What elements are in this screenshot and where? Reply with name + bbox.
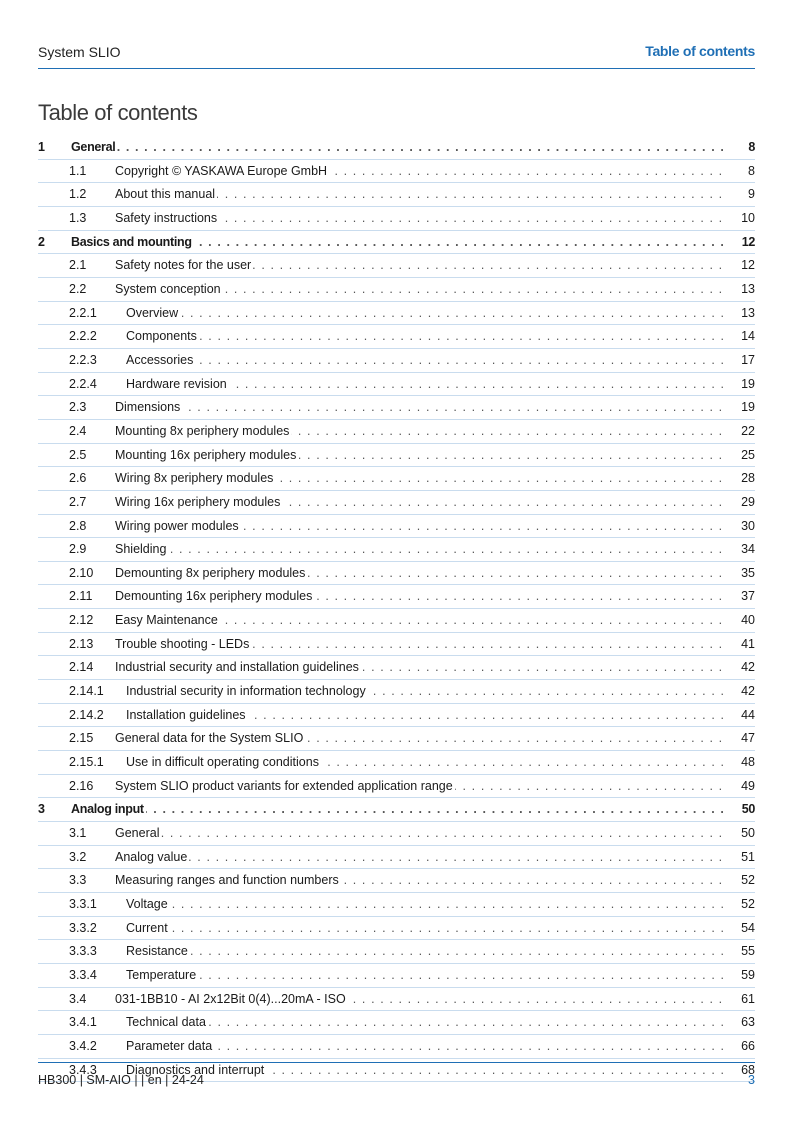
toc-entry-label-wrap	[115, 585, 725, 608]
header-section-title: Table of contents	[645, 43, 755, 59]
toc-entry-number: 3.4.1	[69, 1015, 97, 1030]
toc-entry-number: 3.3.1	[69, 897, 97, 911]
toc-entry-number: 2	[38, 234, 45, 249]
toc-entry[interactable]	[38, 160, 755, 184]
toc-entry-label: Analog value	[115, 849, 188, 864]
toc-entry-label: Installation guidelines	[126, 707, 246, 722]
toc-entry-label-wrap	[126, 1011, 725, 1034]
toc-entry-number: 2.12	[69, 613, 94, 628]
toc-entry-label-wrap	[115, 633, 725, 656]
toc-entry-number: 1.1	[69, 163, 87, 178]
toc-entry[interactable]	[38, 396, 755, 420]
toc-entry[interactable]	[38, 325, 755, 349]
toc-entry[interactable]	[38, 231, 755, 255]
toc-entry[interactable]	[38, 1011, 755, 1035]
toc-entry-page: 63	[741, 1015, 755, 1030]
toc-entry-page: 8	[748, 140, 755, 154]
toc-entry[interactable]	[38, 633, 755, 657]
toc-entry[interactable]	[38, 254, 755, 278]
toc-entry[interactable]	[38, 822, 755, 846]
toc-entry-number: 3.2	[69, 849, 87, 864]
toc-entry-label: Accessories	[126, 352, 194, 367]
toc-entry-label-wrap	[126, 349, 725, 372]
toc-entry[interactable]	[38, 207, 755, 231]
toc-entry-number: 2.7	[69, 494, 87, 509]
toc-entry-label: System conception	[115, 281, 221, 296]
toc-entry[interactable]	[38, 136, 755, 160]
toc-entry-label: Parameter data	[126, 1038, 213, 1053]
toc-entry[interactable]	[38, 562, 755, 586]
toc-entry-label-wrap	[115, 444, 725, 467]
toc-entry-label: Basics and mounting	[71, 234, 192, 249]
toc-entry-label: Diagnostics and interrupt	[126, 1062, 265, 1077]
toc-entry-number: 2.2.4	[69, 376, 97, 391]
toc-list	[38, 136, 755, 1082]
toc-entry-label-wrap	[115, 396, 725, 419]
toc-entry-label-wrap	[115, 846, 725, 869]
toc-entry-label: Wiring power modules	[115, 518, 239, 533]
toc-entry-number: 3	[38, 802, 45, 817]
toc-entry-label-wrap	[115, 491, 725, 514]
toc-entry-label-wrap	[126, 940, 725, 963]
toc-entry-label: Industrial security and installation guidelines	[115, 660, 359, 675]
toc-entry-label-wrap	[126, 302, 725, 325]
toc-entry-label-wrap	[71, 136, 725, 159]
toc-entry-page: 25	[741, 447, 755, 462]
toc-entry-label-wrap	[115, 538, 725, 561]
toc-entry-label-wrap	[126, 373, 725, 396]
toc-entry-label: Components	[126, 329, 197, 344]
toc-entry-label-wrap	[115, 467, 725, 490]
toc-entry-page: 40	[741, 613, 755, 628]
toc-entry[interactable]	[38, 869, 755, 893]
toc-entry-label-wrap	[115, 254, 725, 277]
toc-entry-label: Resistance	[126, 944, 188, 959]
toc-entry-label: System SLIO product variants for extended application range	[115, 778, 453, 793]
toc-entry-page: 12	[741, 234, 755, 249]
toc-entry-page: 17	[741, 352, 755, 367]
toc-entry-label: Mounting 16x periphery modules	[115, 447, 297, 462]
toc-entry[interactable]	[38, 704, 755, 728]
toc-entry-page: 41	[741, 636, 755, 651]
toc-entry-number: 1.3	[69, 210, 87, 225]
toc-entry-page: 50	[741, 826, 755, 841]
toc-entry-page: 47	[741, 731, 755, 746]
toc-entry-page: 34	[741, 542, 755, 557]
toc-entry-page: 61	[741, 991, 755, 1006]
toc-entry[interactable]	[38, 515, 755, 539]
toc-entry-label-wrap	[126, 1035, 725, 1058]
toc-entry-label: Demounting 16x periphery modules	[115, 589, 313, 604]
toc-entry-label-wrap	[115, 562, 725, 585]
toc-entry-label: Temperature	[126, 967, 197, 982]
toc-entry-label: Overview	[126, 305, 179, 320]
toc-entry-number: 2.14	[69, 660, 94, 675]
page-title: Table of contents	[38, 100, 198, 125]
toc-entry-page: 13	[741, 281, 755, 296]
toc-entry-label-wrap	[126, 751, 725, 774]
toc-entry-number: 3.1	[69, 826, 87, 841]
toc-entry-label: Wiring 16x periphery modules	[115, 494, 281, 509]
toc-entry-label: Copyright © YASKAWA Europe GmbH	[115, 163, 328, 178]
toc-entry-page: 29	[741, 494, 755, 509]
toc-entry-page: 13	[741, 305, 755, 320]
toc-entry-label: Current	[126, 920, 168, 935]
toc-entry-label: Safety instructions	[115, 210, 218, 225]
toc-entry-page: 55	[741, 944, 755, 959]
toc-entry-number: 3.4.3	[69, 1062, 97, 1077]
toc-entry-label: Easy Maintenance	[115, 613, 218, 628]
toc-entry[interactable]	[38, 278, 755, 302]
page-footer	[38, 1062, 755, 1093]
toc-entry-number: 1	[38, 140, 45, 154]
toc-entry-page: 52	[741, 897, 755, 911]
toc-entry-number: 2.14.2	[69, 707, 104, 722]
toc-entry[interactable]	[38, 585, 755, 609]
toc-entry-label: Trouble shooting - LEDs	[115, 636, 250, 651]
toc-entry-label-wrap	[71, 798, 725, 821]
toc-entry-number: 2.2.1	[69, 305, 97, 320]
toc-entry-page: 42	[741, 684, 755, 699]
toc-entry-label: Safety notes for the user	[115, 258, 252, 273]
toc-entry-number: 2.14.1	[69, 684, 104, 699]
toc-entry-page: 12	[741, 258, 755, 273]
toc-entry[interactable]	[38, 491, 755, 515]
toc-entry-page: 59	[741, 967, 755, 982]
toc-entry-page: 22	[741, 423, 755, 438]
toc-entry-label: General data for the System SLIO	[115, 731, 304, 746]
toc-entry-label-wrap	[115, 420, 725, 443]
toc-entry-page: 19	[741, 400, 755, 415]
toc-entry-number: 3.3.4	[69, 967, 97, 982]
toc-entry-number: 2.6	[69, 471, 87, 486]
toc-entry[interactable]	[38, 538, 755, 562]
toc-entry[interactable]	[38, 964, 755, 988]
toc-entry-page: 48	[741, 755, 755, 770]
page-header	[38, 40, 755, 69]
toc-entry[interactable]	[38, 420, 755, 444]
toc-entry-number: 2.1	[69, 258, 87, 273]
toc-entry[interactable]	[38, 467, 755, 491]
toc-entry[interactable]	[38, 349, 755, 373]
toc-entry-label-wrap	[115, 278, 725, 301]
toc-entry-label-wrap	[115, 160, 725, 183]
toc-entry[interactable]	[38, 798, 755, 822]
toc-entry-page: 37	[741, 589, 755, 604]
toc-entry-number: 3.3	[69, 873, 87, 888]
toc-entry[interactable]	[38, 680, 755, 704]
toc-entry-label-wrap	[115, 775, 725, 798]
toc-entry-page: 10	[741, 210, 755, 225]
toc-entry-number: 2.10	[69, 565, 94, 580]
toc-entry-page: 35	[741, 565, 755, 580]
toc-entry-label: Analog input	[71, 802, 144, 817]
toc-entry-label: Shielding	[115, 542, 167, 557]
toc-entry-label-wrap	[126, 680, 725, 703]
toc-entry-number: 2.15	[69, 731, 94, 746]
toc-entry-label: Industrial security in information technology	[126, 684, 366, 699]
toc-entry-label-wrap	[126, 325, 725, 348]
toc-entry-label: Measuring ranges and function numbers	[115, 873, 339, 888]
toc-entry[interactable]	[38, 775, 755, 799]
toc-entry-number: 2.16	[69, 778, 94, 793]
toc-entry-page: 30	[741, 518, 755, 533]
toc-entry[interactable]	[38, 302, 755, 326]
toc-entry[interactable]	[38, 988, 755, 1012]
toc-entry-number: 2.2.3	[69, 352, 97, 367]
toc-entry-page: 66	[741, 1038, 755, 1053]
toc-entry-page: 42	[741, 660, 755, 675]
toc-entry-label: General	[115, 826, 160, 841]
toc-entry[interactable]	[38, 1035, 755, 1059]
toc-entry-label-wrap	[115, 869, 725, 892]
toc-entry-label-wrap	[115, 822, 725, 845]
toc-entry-number: 3.4.2	[69, 1038, 97, 1053]
toc-entry-page: 51	[741, 849, 755, 864]
toc-entry-number: 2.13	[69, 636, 94, 651]
toc-entry-label-wrap	[115, 727, 725, 750]
toc-entry-label: About this manual	[115, 187, 216, 202]
toc-entry-label: General	[71, 140, 116, 154]
toc-entry-label-wrap	[115, 207, 725, 230]
toc-entry[interactable]	[38, 727, 755, 751]
toc-entry[interactable]	[38, 373, 755, 397]
toc-entry[interactable]	[38, 444, 755, 468]
toc-entry-label-wrap	[126, 917, 725, 940]
toc-entry-label-wrap	[115, 515, 725, 538]
toc-entry[interactable]	[38, 940, 755, 964]
toc-entry-label-wrap	[126, 893, 725, 916]
toc-entry-number: 3.4	[69, 991, 87, 1006]
toc-entry-label-wrap	[115, 656, 725, 679]
toc-entry-number: 2.9	[69, 542, 87, 557]
toc-entry-label: Hardware revision	[126, 376, 227, 391]
toc-entry-page: 19	[741, 376, 755, 391]
toc-entry-page: 49	[741, 778, 755, 793]
toc-entry-label-wrap	[126, 964, 725, 987]
toc-entry-number: 2.5	[69, 447, 87, 462]
toc-entry-page: 50	[741, 802, 755, 817]
toc-entry[interactable]	[38, 656, 755, 680]
toc-entry-page: 44	[741, 707, 755, 722]
toc-entry-label: Dimensions	[115, 400, 181, 415]
toc-entry[interactable]	[38, 893, 755, 917]
toc-entry-number: 3.3.3	[69, 944, 97, 959]
toc-entry-label: 031-1BB10 - AI 2x12Bit 0(4)...20mA - ISO	[115, 991, 346, 1006]
toc-entry-label: Voltage	[126, 897, 168, 911]
toc-entry[interactable]	[38, 751, 755, 775]
toc-entry-label-wrap	[115, 988, 725, 1011]
toc-entry-page: 14	[741, 329, 755, 344]
toc-entry-label: Wiring 8x periphery modules	[115, 471, 274, 486]
toc-entry-label-wrap	[126, 704, 725, 727]
toc-entry-label-wrap	[71, 231, 725, 254]
toc-entry[interactable]	[38, 917, 755, 941]
toc-entry-page: 8	[748, 163, 755, 178]
toc-entry-number: 1.2	[69, 187, 87, 202]
toc-entry-label-wrap	[115, 183, 725, 206]
toc-entry-page: 68	[741, 1062, 755, 1077]
header-manual-title: System SLIO	[38, 44, 121, 60]
toc-entry[interactable]	[38, 183, 755, 207]
toc-entry-page: 52	[741, 873, 755, 888]
toc-entry[interactable]	[38, 846, 755, 870]
toc-entry-page: 54	[741, 920, 755, 935]
toc-entry-number: 2.8	[69, 518, 87, 533]
toc-entry-number: 2.15.1	[69, 755, 104, 770]
toc-entry-page: 28	[741, 471, 755, 486]
toc-entry-number: 2.4	[69, 423, 87, 438]
toc-entry-number: 2.2	[69, 281, 87, 296]
toc-entry-label: Mounting 8x periphery modules	[115, 423, 290, 438]
toc-entry-label: Use in difficult operating conditions	[126, 755, 319, 770]
toc-entry-page: 9	[748, 187, 755, 202]
toc-entry-number: 2.2.2	[69, 329, 97, 344]
toc-entry-label: Technical data	[126, 1015, 206, 1030]
toc-entry-label: Demounting 8x periphery modules	[115, 565, 306, 580]
footer-document-id: HB300 | SM-AIO | | en | 24-24	[38, 1073, 204, 1087]
toc-entry-label-wrap	[115, 609, 725, 632]
toc-entry[interactable]	[38, 609, 755, 633]
toc-entry-number: 2.11	[69, 589, 93, 604]
toc-entry-number: 3.3.2	[69, 920, 97, 935]
footer-page-number: 3	[748, 1073, 755, 1087]
toc-entry-number: 2.3	[69, 400, 87, 415]
